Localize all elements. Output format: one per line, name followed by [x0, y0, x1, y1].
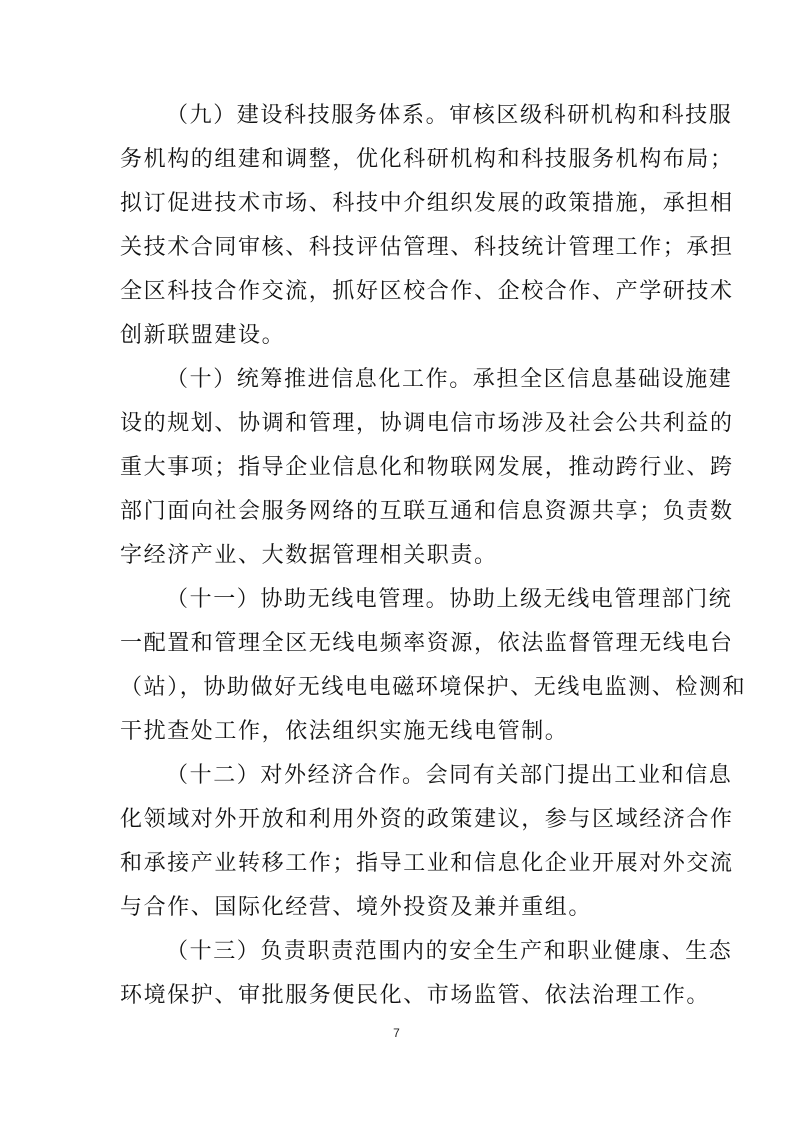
paragraph-11-line-1: （十一）协助无线电管理。协助上级无线电管理部门统: [166, 587, 733, 612]
paragraph-9-line-6: 创新联盟建设。: [120, 323, 286, 348]
paragraph-13-line-2: 环境保护、审批服务便民化、市场监管、依法治理工作。: [120, 983, 711, 1008]
paragraph-9-line-5: 全区科技合作交流，抓好区校合作、企校合作、产学研技术: [120, 279, 734, 304]
paragraph-12-line-3: 和承接产业转移工作；指导工业和信息化企业开展对外交流: [120, 851, 734, 876]
paragraph-10-line-3: 重大事项；指导企业信息化和物联网发展，推动跨行业、跨: [120, 455, 734, 480]
page-number: 7: [393, 1026, 400, 1040]
paragraph-11-line-3: （站），协助做好无线电电磁环境保护、无线电监测、检测和: [120, 675, 747, 700]
paragraph-10-line-1: （十）统筹推进信息化工作。承担全区信息基础设施建: [166, 367, 733, 392]
paragraph-9-line-2: 务机构的组建和调整，优化科研机构和科技服务机构布局；: [120, 147, 734, 172]
paragraph-9-line-3: 拟订促进技术市场、科技中介组织发展的政策措施，承担相: [120, 191, 734, 216]
paragraph-9-line-1: （九）建设科技服务体系。审核区级科研机构和科技服: [166, 103, 733, 128]
paragraph-12-line-1: （十二）对外经济合作。会同有关部门提出工业和信息: [166, 763, 733, 788]
paragraph-13-line-1: （十三）负责职责范围内的安全生产和职业健康、生态: [166, 939, 733, 964]
paragraph-11-line-2: 一配置和管理全区无线电频率资源，依法监督管理无线电台: [120, 631, 734, 656]
paragraph-11-line-4: 干扰查处工作，依法组织实施无线电管制。: [120, 719, 569, 744]
paragraph-10-line-4: 部门面向社会服务网络的互联互通和信息资源共享；负责数: [120, 499, 734, 524]
paragraph-12-line-2: 化领域对外开放和利用外资的政策建议，参与区域经济合作: [120, 807, 734, 832]
paragraph-10-line-5: 字经济产业、大数据管理相关职责。: [120, 543, 498, 568]
paragraph-10-line-2: 设的规划、协调和管理，协调电信市场涉及社会公共利益的: [120, 411, 734, 436]
paragraph-12-line-4: 与合作、国际化经营、境外投资及兼并重组。: [120, 895, 593, 920]
paragraph-9-line-4: 关技术合同审核、科技评估管理、科技统计管理工作；承担: [120, 235, 734, 260]
